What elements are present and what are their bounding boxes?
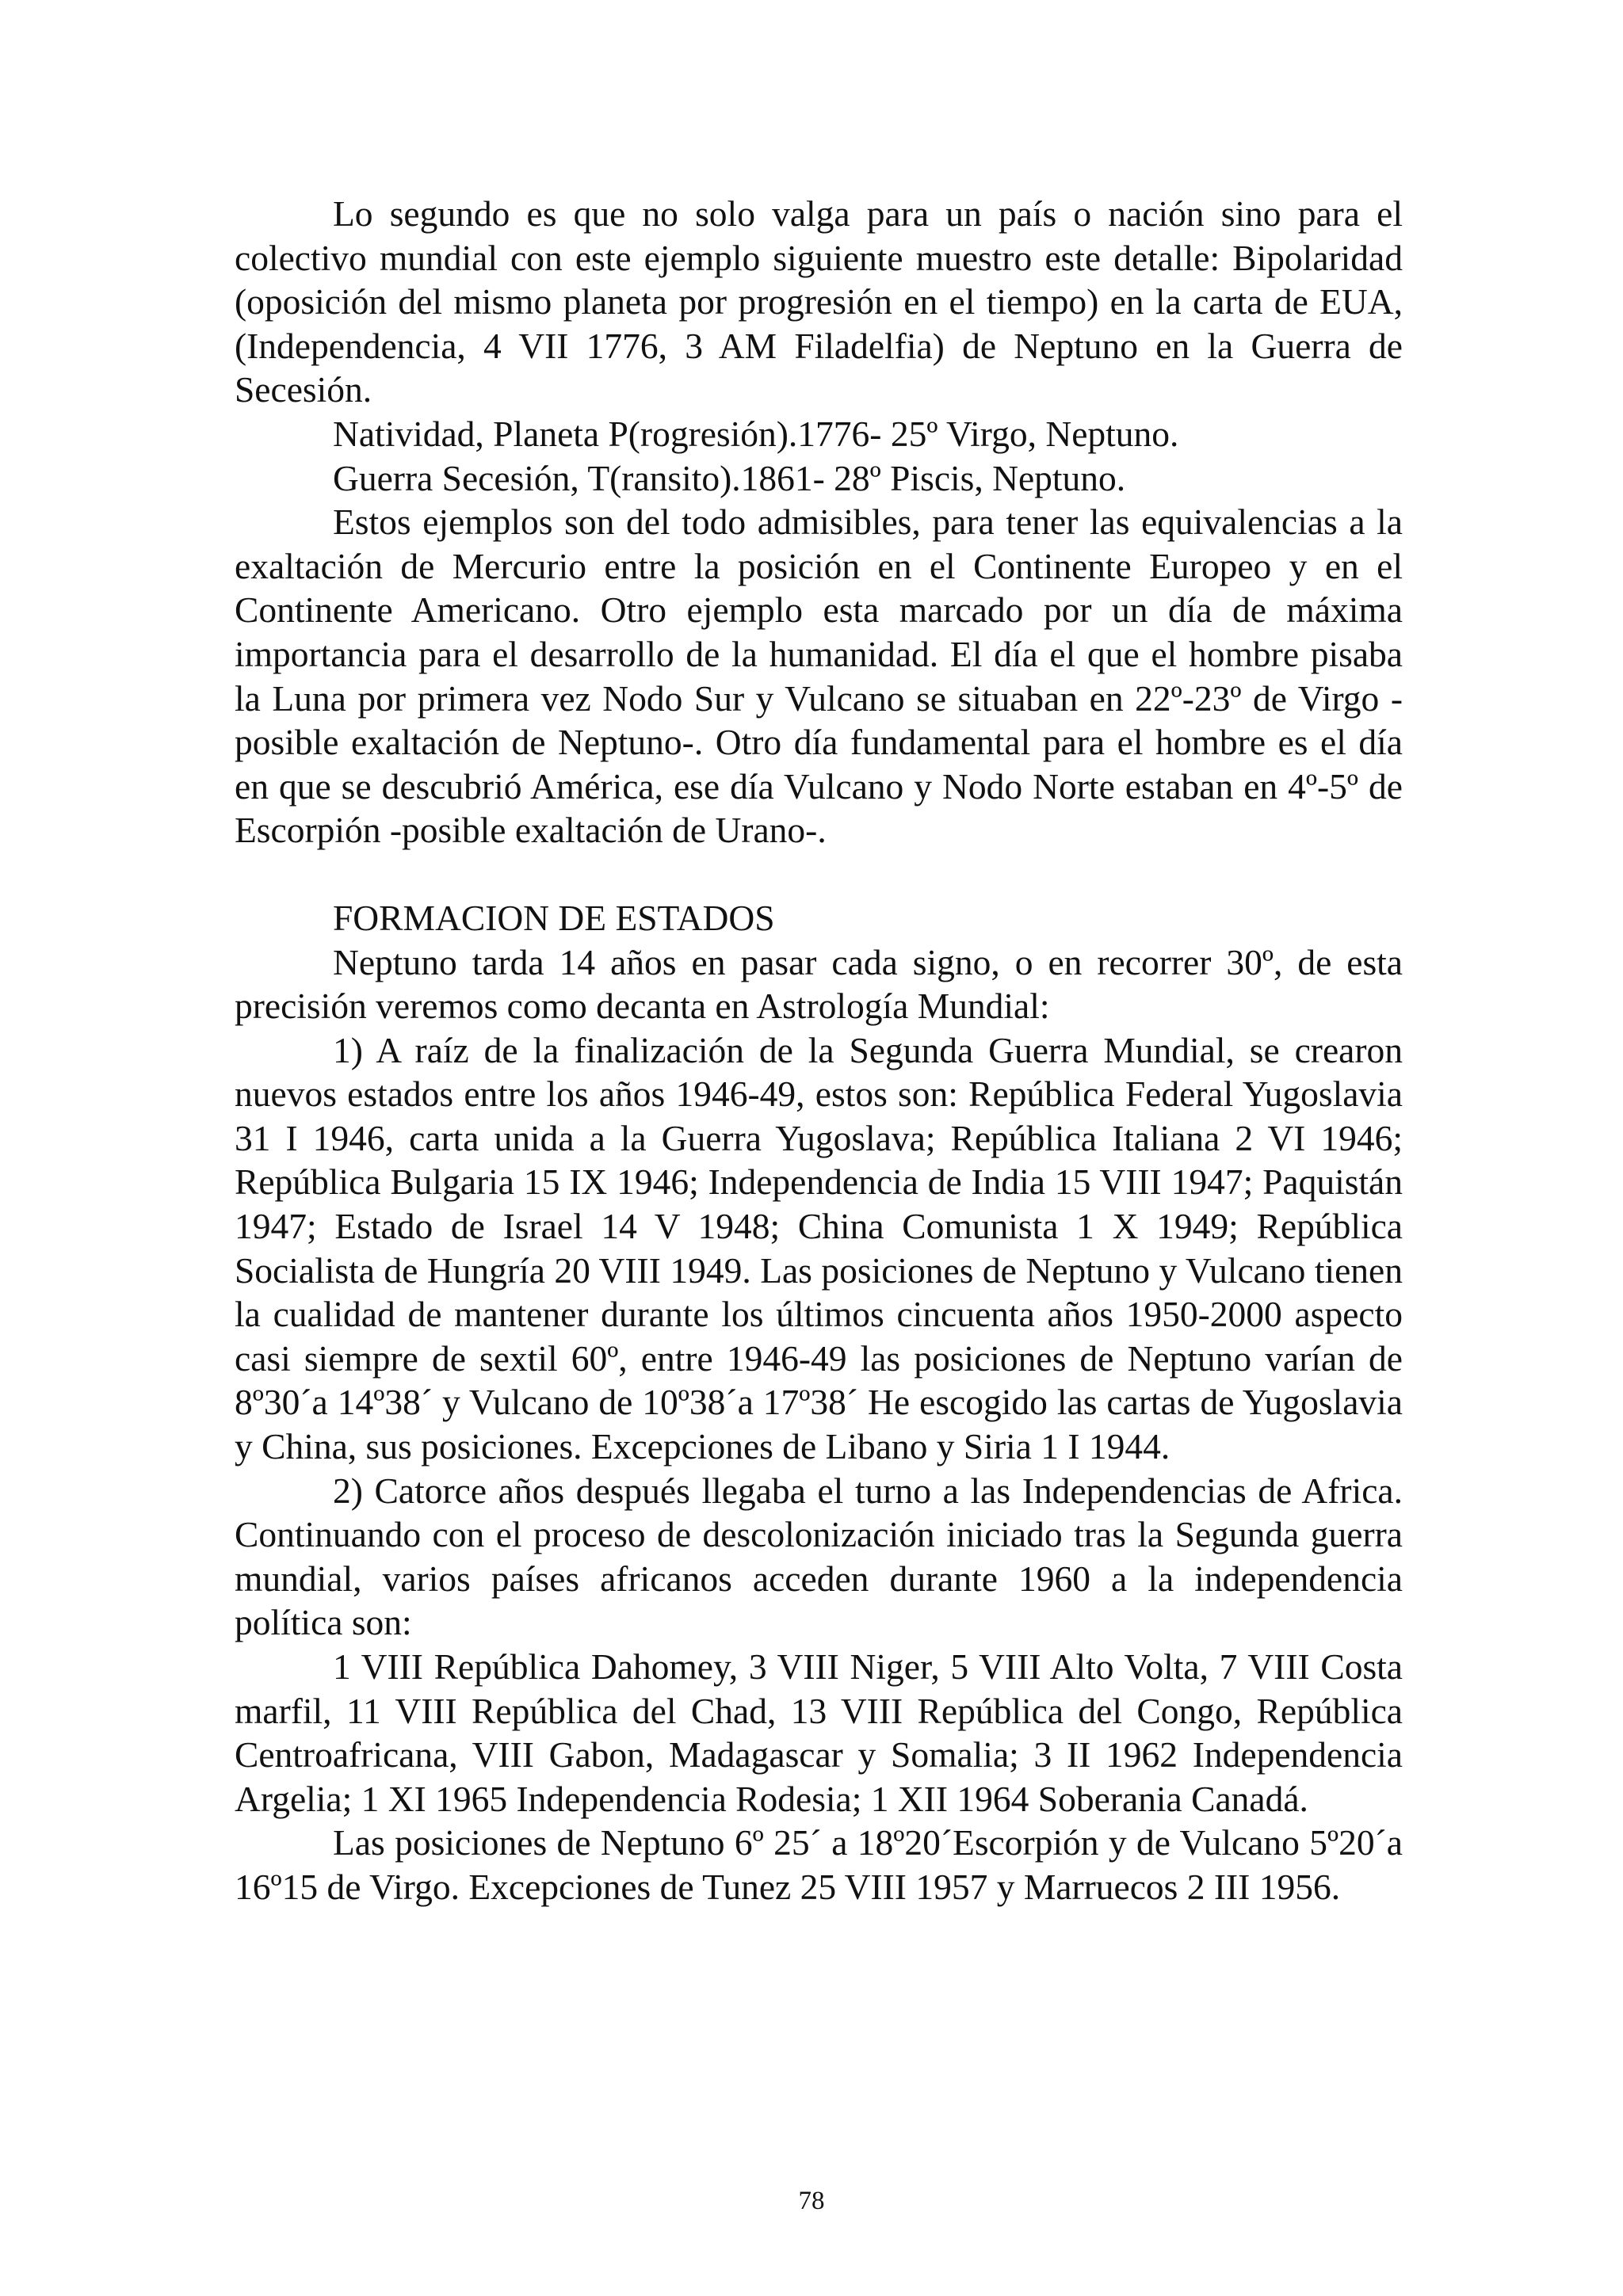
section-heading: FORMACION DE ESTADOS [333, 897, 775, 938]
paragraph-natividad: Natividad, Planeta P(rogresión).1776- 25º Virgo, Neptuno. [333, 413, 1179, 454]
paragraph-guerra-secesion: Guerra Secesión, T(ransito).1861- 28º Piscis, Neptuno. [333, 457, 1126, 498]
paragraph-item-2: 2) Catorce años después llegaba el turno a las Independencias de Africa. Continuando con el proceso de descolonización iniciado tras la Segunda guerra mundial, varios países africanos acceden durante 1960 a la independencia política son: [235, 1470, 1403, 1643]
paragraph-posiciones: Las posiciones de Neptuno 6º 25´ a 18º20´Escorpión y de Vulcano 5º20´a 16º15 de Virgo. Excepciones de Tunez 25 VIII 1957 y Marruecos 2 III 1956. [235, 1822, 1403, 1907]
paragraph-intro: Lo segundo es que no solo valga para un país o nación sino para el colectivo mundial con este ejemplo siguiente muestro este detalle: Bipolaridad (oposición del mismo planeta por progresión en el tiempo) en la carta de EUA, (Independencia, 4 VII 1776, 3 AM Filadelfia) de Neptuno en la Guerra de Secesión. [235, 193, 1403, 410]
paragraph-africa-list: 1 VIII República Dahomey, 3 VIII Niger, 5 VIII Alto Volta, 7 VIII Costa marfil, 11 VIII República del Chad, 13 VIII República del Congo, República Centroafricana, VIII Gabon, Madagascar y Somalia; 3 II 1962 Independencia Argelia; 1 XI 1965 Independencia Rodesia; 1 XII 1964 Soberania Canadá. [235, 1646, 1403, 1819]
page-number: 78 [798, 2187, 825, 2215]
paragraph-item-1: 1) A raíz de la finalización de la Segunda Guerra Mundial, se crearon nuevos estados entre los años 1946-49, estos son: República Federal Yugoslavia 31 I 1946, carta unida a la Guerra Yugoslava; República Italiana 2 VI 1946; República Bulgaria 15 IX 1946; Independencia de India 15 VIII 1947; Paquistán 1947; Estado de Israel 14 V 1948; China Comunista 1 X 1949; República Socialista de Hungría 20 VIII 1949. Las posiciones de Neptuno y Vulcano tienen la cualidad de mantener durante los últimos cincuenta años 1950-2000 aspecto casi siempre de sextil 60º, entre 1946-49 las posiciones de Neptuno varían de 8º30´a 14º38´ y Vulcano de 10º38´a 17º38´ He escogido las cartas de Yugoslavia y China, sus posiciones. Excepciones de Libano y Siria 1 I 1944. [235, 1029, 1403, 1467]
page-body [235, 192, 1403, 1909]
paragraph-ejemplos: Estos ejemplos son del todo admisibles, para tener las equivalencias a la exaltación de Mercurio entre la posición en el Continente Europeo y en el Continente Americano. Otro ejemplo esta marcado por un día de máxima importancia para el desarrollo de la humanidad. El día el que el hombre pisaba la Luna por primera vez Nodo Sur y Vulcano se situaban en 22º-23º de Virgo -posible exaltación de Neptuno-. Otro día fundamental para el hombre es el día en que se descubrió América, ese día Vulcano y Nodo Norte estaban en 4º-5º de Escorpión -posible exaltación de Urano-. [235, 502, 1403, 851]
paragraph-neptuno: Neptuno tarda 14 años en pasar cada signo, o en recorrer 30º, de esta precisión veremos como decanta en Astrología Mundial: [235, 941, 1403, 1027]
